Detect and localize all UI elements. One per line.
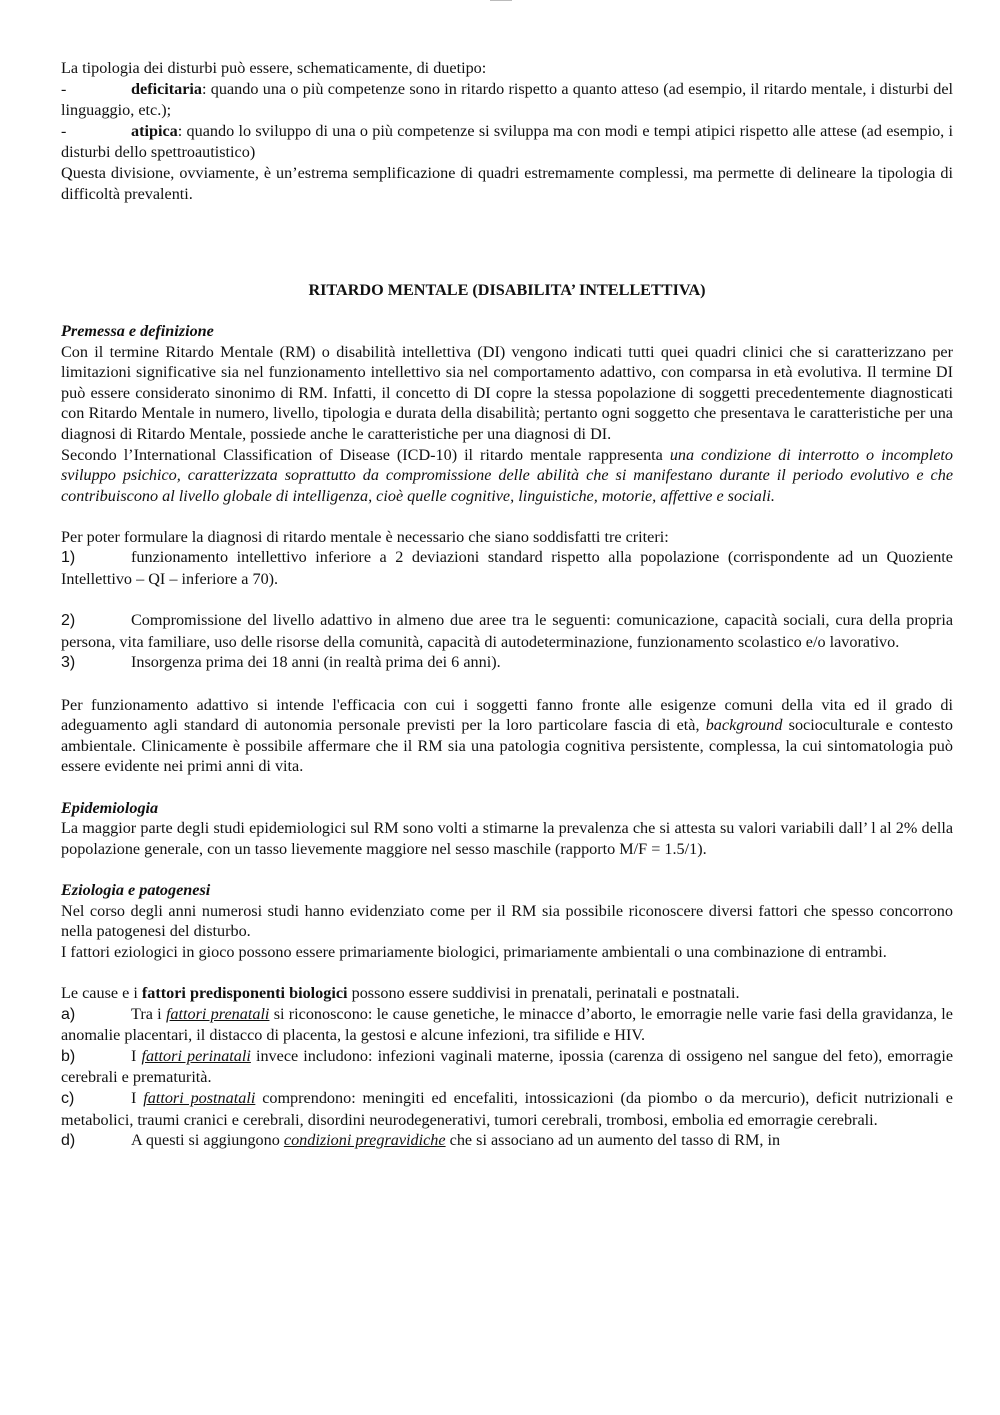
eziologia-paragraph-2: I fattori eziologici in gioco possono essere primariamente biologici, primariamente ambientali o una combinazione di entrambi. xyxy=(61,942,887,961)
premessa-paragraph-1: Con il termine Ritardo Mentale (RM) o disabilità intellettiva (DI) vengono indicati tutti quei quadri clinici che si caratterizzano per limitazioni significative sia nel funzionamento intellettivo sia nel comportamento adattivo, con comparsa in età evolutiva. Il termine DI può essere considerato sinonimo di RM. Infatti, il concetto di DI copre la stessa popolazione di soggetti precedentemente diagnosticati con Ritardo Mentale in numero, livello, tipologia e durata della disabilità; pertanto ogni soggetto che presentava le caratteristiche per una diagnosi di Ritardo Mentale, possiede anche le caratteristiche per una diagnosi di DI. xyxy=(61,342,953,443)
criterion-text: Compromissione del livello adattivo in almeno due aree tra le seguenti: comunicazione, capacità sociali, cura della propria persona, vita familiare, uso delle risorse della comunità, capacità di autodeterminazione, funzionamento scolastico e/o lavorativo. xyxy=(61,611,953,651)
factor-term: fattori perinatali xyxy=(141,1046,251,1065)
intro-line: La tipologia dei disturbi può essere, schematicamente, di duetipo: xyxy=(61,59,487,77)
list-marker: 3) xyxy=(61,654,76,672)
list-marker: 1) xyxy=(61,549,76,567)
factor-term: condizioni pregravidiche xyxy=(283,1131,446,1150)
factor-text: Tra i xyxy=(131,1004,166,1023)
list-marker: - xyxy=(61,80,67,98)
list-item-deficitaria xyxy=(61,79,953,121)
paragraph-text: possono essere suddivisi in prenatali, perinatali e postnatali. xyxy=(347,983,740,1002)
eziologia-paragraph-1: Nel corso degli anni numerosi studi hanno evidenziato come per il RM sia possibile riconoscere diversi fattori che spesso concorrono nella patogenesi del disturbo. xyxy=(61,901,953,941)
list-marker: a) xyxy=(61,1005,76,1023)
factor-d xyxy=(61,1130,953,1152)
biological-factors-intro xyxy=(61,983,953,1004)
factor-text: A questi si aggiungono xyxy=(131,1131,284,1150)
criterion-text: funzionamento intellettivo inferiore a 2 deviazioni standard rispetto alla popolazione (corrispondente ad un Quoziente Intellettivo – QI – inferiore a 70). xyxy=(61,548,953,589)
factor-text: I xyxy=(131,1046,142,1065)
factor-term: fattori prenatali xyxy=(165,1004,270,1023)
factor-text: che si associano ad un aumento del tasso di RM, in xyxy=(445,1131,781,1150)
section-title: RITARDO MENTALE (DISABILITA’ INTELLETTIVA) xyxy=(308,280,706,299)
list-marker: 2) xyxy=(61,612,76,630)
criterion-3 xyxy=(61,652,953,674)
factor-c xyxy=(61,1088,953,1130)
criterion-text: Insorgenza prima dei 18 anni (in realtà prima dei 6 anni). xyxy=(131,653,501,672)
factor-text: si riconoscono: le cause genetiche, le minacce d’aborto, le emorragie nelle varie fasi della gravidanza, le anomalie placentari, il distacco di placenta, la gestosi e alcune infezioni, tra sifilide e HIV. xyxy=(61,1004,953,1045)
factor-a xyxy=(61,1004,953,1046)
bold-biological-factors: fattori predisponenti biologici xyxy=(141,983,348,1002)
item-text: : quando una o più competenze sono in ritardo rispetto a quanto atteso (ad esempio, il ritardo mentale, i disturbi del linguaggio, etc.); xyxy=(61,79,953,120)
list-marker: d) xyxy=(61,1132,76,1150)
factor-text: comprendono: meningiti ed encefaliti, intossicazioni (da piombo o da mercurio), deficit nutrizionali e metabolici, traumi cranici e cerebrali, disordini neurodegenerativi, tumori cerebrali, trombosi, embolia ed emorragie cerebrali. xyxy=(61,1088,953,1129)
italic-background: background xyxy=(705,716,783,735)
factor-text: invece includono: infezioni vaginali materne, ipossia (carenza di ossigeno nel sangue del feto), emorragie cerebrali e prematurità. xyxy=(61,1046,954,1087)
factor-term: fattori postnatali xyxy=(143,1088,256,1107)
icd-definition: una condizione di interrotto o incompleto sviluppo psichico, caratterizzata soprattutto da compromissione delle abilità che si manifestano durante il periodo evolutivo e che contribuiscono al livello globale di intelligenza, cioè quelle cognitive, linguistiche, motorie, affettive e sociali. xyxy=(61,445,954,505)
intro-closing: Questa divisione, ovviamente, è un’estrema semplificazione di quadri estremamente complessi, ma permette di delineare la tipologia di difficoltà prevalenti. xyxy=(61,163,953,203)
heading-eziologia: Eziologia e patogenesi xyxy=(61,880,211,899)
paragraph-text: Secondo l’International Classification of Disease (ICD-10) il ritardo mentale rappresenta xyxy=(61,445,670,464)
paragraph-text: Le cause e i xyxy=(61,983,142,1002)
criterion-2 xyxy=(61,610,953,652)
document-page xyxy=(61,58,953,1152)
premessa-paragraph-2 xyxy=(61,445,953,507)
header-mark xyxy=(490,0,512,3)
heading-premessa: Premessa e definizione xyxy=(61,321,214,340)
paragraph-text: Per funzionamento adattivo si intende l'efficacia con cui i soggetti fanno fronte alle esigenze comuni della vita ed il grado di adeguamento agli standard di autonomia personale previsti per la loro particolare fascia di età, xyxy=(61,695,953,735)
epidemiologia-paragraph: La maggior parte degli studi epidemiologici sul RM sono volti a stimarne la prevalenza che si attesta su valori variabili dall’ l al 2% della popolazione generale, con un tasso lievemente maggiore nel sesso maschile (rapporto M/F = 1.5/1). xyxy=(61,819,953,858)
list-marker: - xyxy=(61,122,67,140)
list-item-atipica xyxy=(61,121,953,163)
list-marker: c) xyxy=(61,1089,75,1107)
factor-text: I xyxy=(131,1088,144,1107)
factor-b xyxy=(61,1046,953,1088)
heading-epidemiologia: Epidemiologia xyxy=(61,798,159,817)
adaptive-paragraph xyxy=(61,695,953,777)
term-atipica: atipica xyxy=(131,121,178,140)
criterion-1 xyxy=(61,547,953,589)
list-marker: b) xyxy=(61,1047,76,1065)
paragraph-text: socioculturale e contesto ambientale. Clinicamente è possibile affermare che il RM sia una patologia cognitiva persistente, complessa, la cui sintomatologia può essere evidente nei primi anni di vita. xyxy=(61,716,953,776)
item-text: : quando lo sviluppo di una o più competenze si sviluppa ma con modi e tempi atipici rispetto alle attese (ad esempio, i disturbi dello spettroautistico) xyxy=(61,121,953,162)
criteria-intro: Per poter formulare la diagnosi di ritardo mentale è necessario che siano soddisfatti tre criteri: xyxy=(61,527,669,546)
term-deficitaria: deficitaria xyxy=(131,79,203,98)
